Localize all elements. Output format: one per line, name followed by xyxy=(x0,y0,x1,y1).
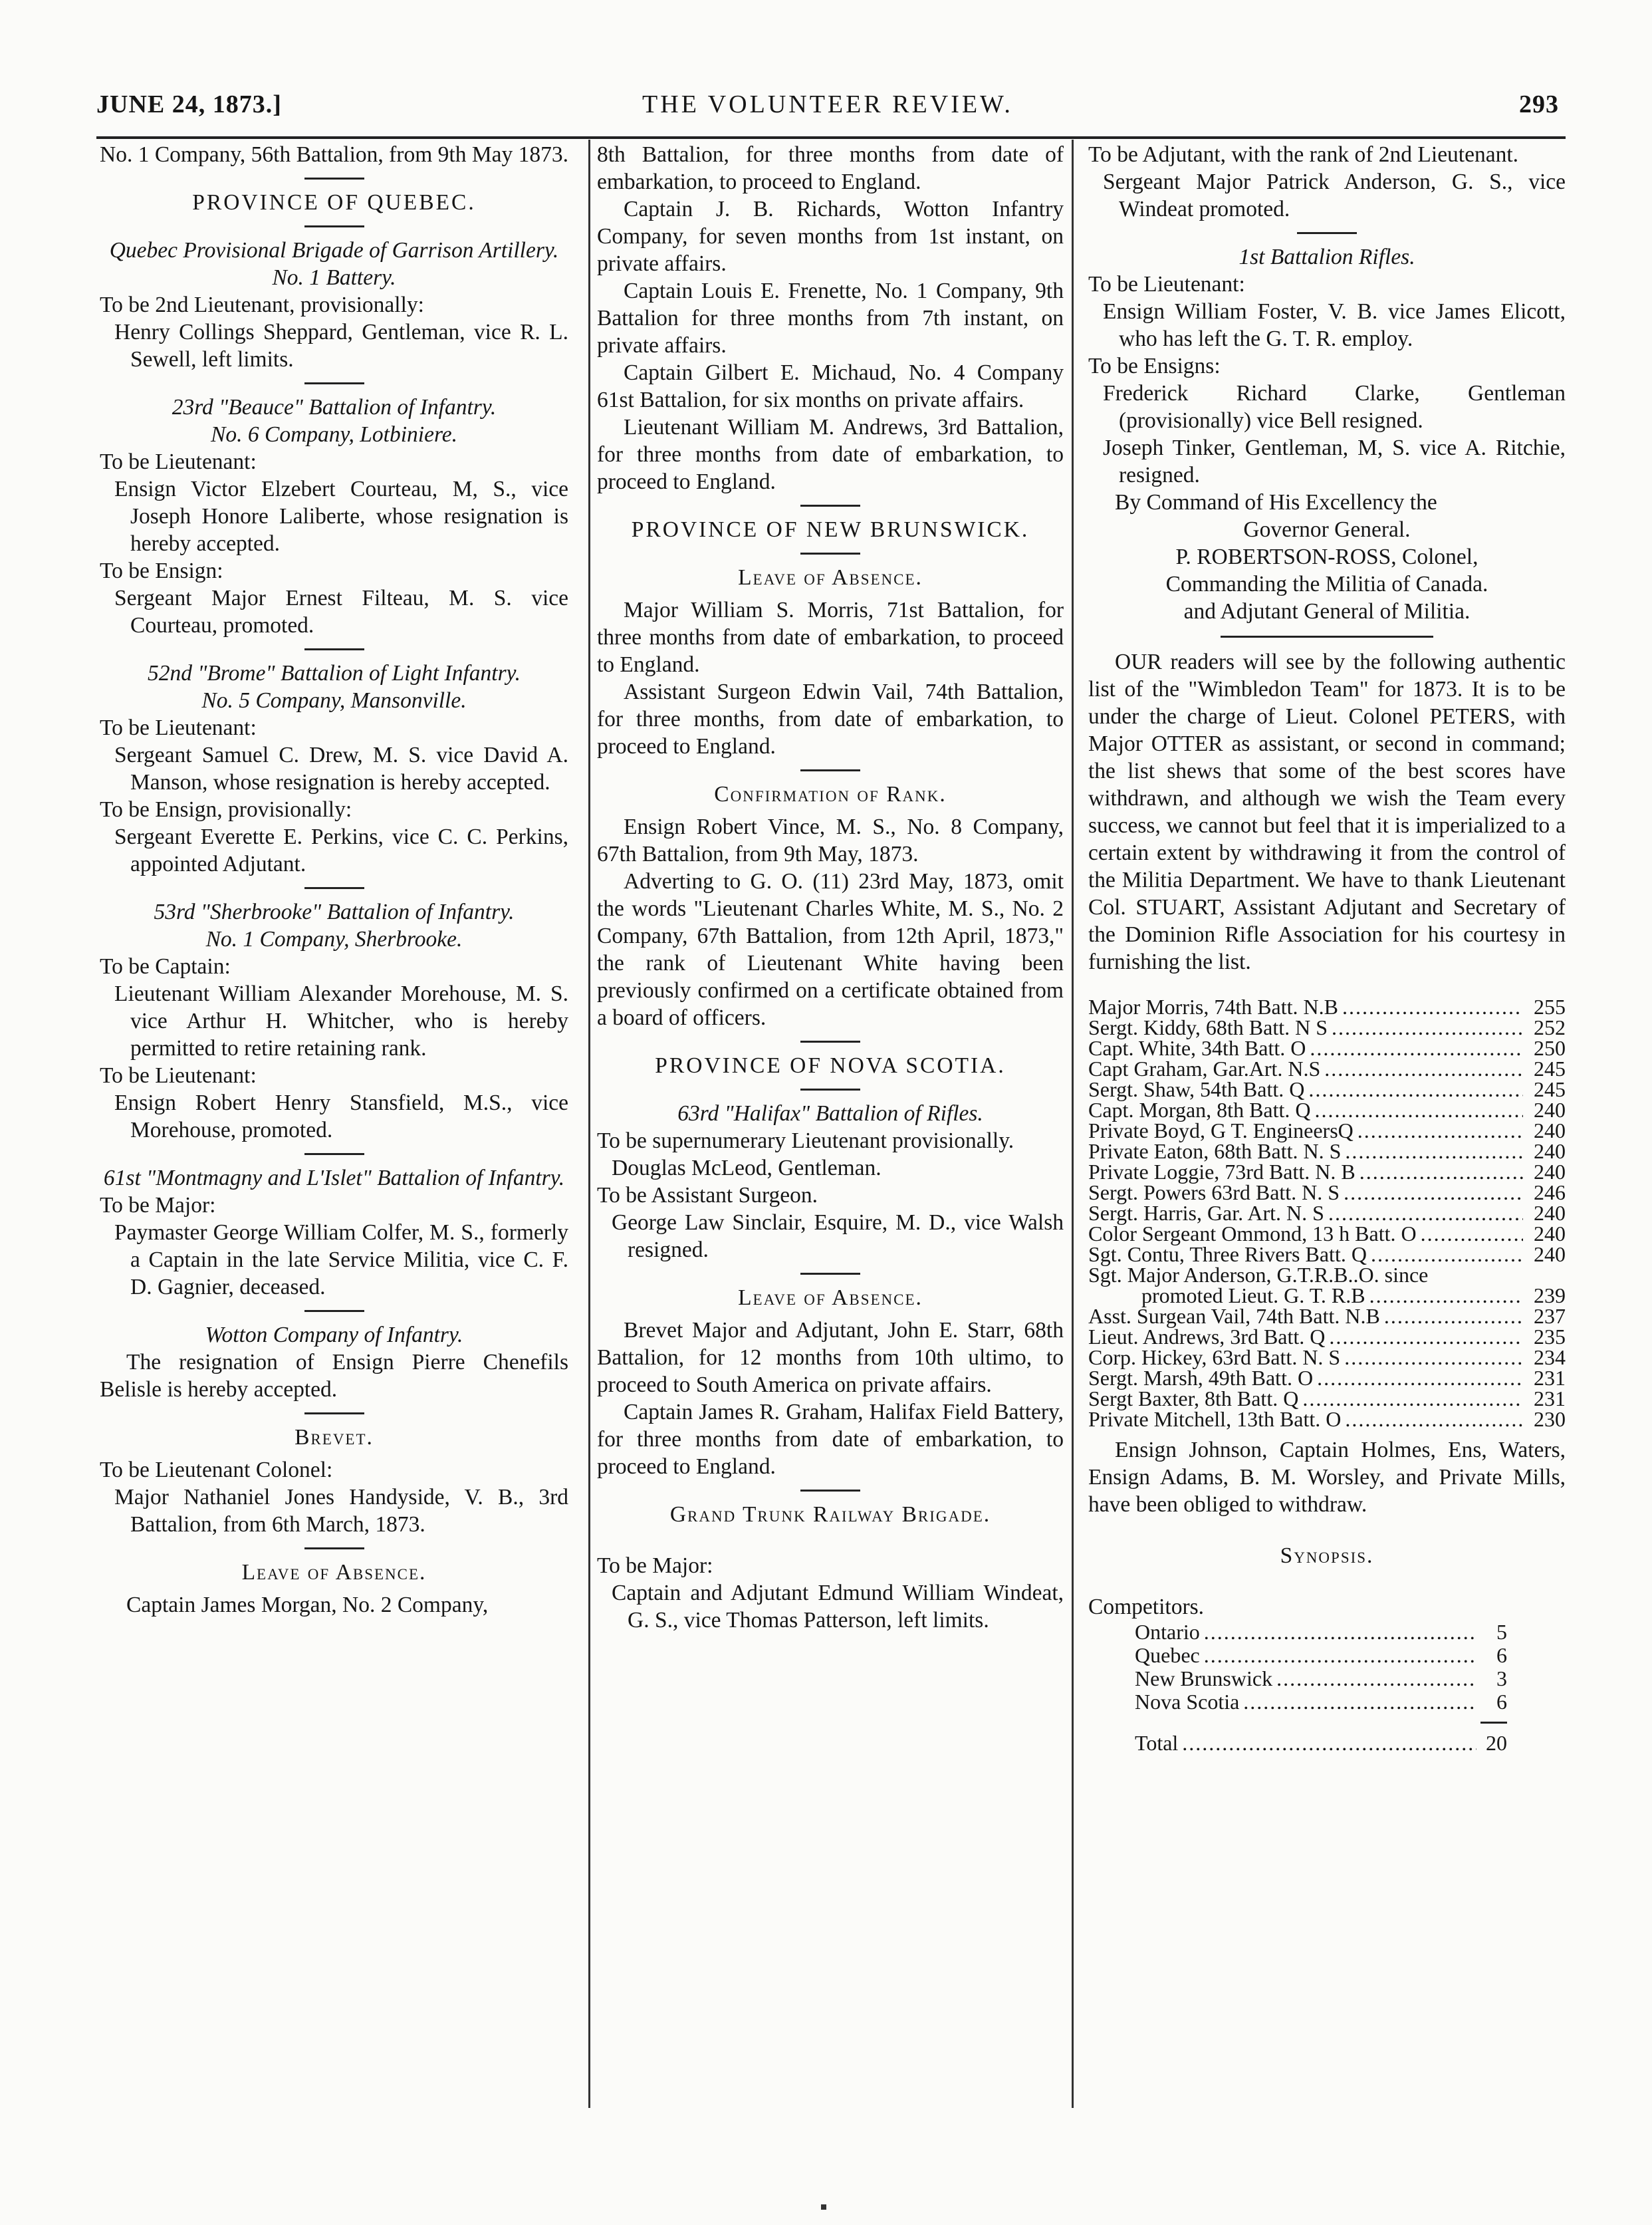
unit-heading: 1st Battalion Rifles. xyxy=(1239,245,1415,269)
leader-dots xyxy=(1332,1017,1523,1038)
score-row xyxy=(1088,1409,1566,1430)
section-rule xyxy=(304,178,364,180)
score-row xyxy=(1088,997,1566,1017)
score-name: Corp. Hickey, 63rd Batt. N. S xyxy=(1088,1345,1341,1369)
signature-line: and Adjutant General of Militia. xyxy=(1183,599,1471,624)
leader-dots xyxy=(1359,1162,1523,1182)
issue-date: JUNE 24, 1873.] xyxy=(96,90,282,118)
paragraph: Captain J. B. Richards, Wotton Infantry Company, for seven months from 1st instant, on private affairs. xyxy=(597,197,1064,276)
spacer xyxy=(1088,1518,1566,1537)
paragraph: To be Ensign, provisionally: xyxy=(100,797,352,822)
spacer xyxy=(1088,1575,1566,1593)
paragraph: By Command of His Excellency the xyxy=(1115,490,1437,515)
leader-dots xyxy=(1369,1285,1523,1306)
score-name: Sergt. Harris, Gar. Art. N. S xyxy=(1088,1201,1324,1225)
synopsis-row xyxy=(1135,1667,1507,1690)
appointment-entry: Sergeant Major Ernest Filteau, M. S. vice Courteau, promoted. xyxy=(114,586,568,638)
unit-heading: 23rd "Beauce" Battalion of Infantry. xyxy=(172,395,497,420)
score-name: Color Sergeant Ommond, 13 h Batt. O xyxy=(1088,1222,1417,1245)
subsection-heading: Leave of Absence. xyxy=(738,565,923,590)
score-value: 245 xyxy=(1534,1077,1566,1101)
section-rule xyxy=(304,1412,364,1414)
score-value: 239 xyxy=(1534,1283,1566,1307)
appointment-entry: Joseph Tinker, Gentleman, M, S. vice A. Ritchie, resigned. xyxy=(1103,436,1566,487)
leader-dots xyxy=(1315,1100,1524,1120)
score-row xyxy=(1088,1244,1566,1265)
leader-dots xyxy=(1317,1368,1523,1388)
print-mark xyxy=(821,2204,826,2210)
score-value: 240 xyxy=(1534,1118,1566,1142)
unit-heading: 53rd "Sherbrooke" Battalion of Infantry. xyxy=(154,900,515,924)
province-name: Nova Scotia xyxy=(1135,1690,1240,1714)
score-row xyxy=(1088,1368,1566,1388)
column-3 xyxy=(1080,141,1566,2109)
paragraph: To be Ensign: xyxy=(100,559,223,583)
paragraph: To be 2nd Lieutenant, provisionally: xyxy=(100,293,424,317)
section-rule xyxy=(1297,232,1357,234)
score-name: Major Morris, 74th Batt. N.B xyxy=(1088,995,1338,1019)
total-count: 20 xyxy=(1486,1731,1507,1755)
subsection-heading: Confirmation of Rank. xyxy=(714,782,947,807)
score-name: Sgt. Contu, Three Rivers Batt. Q xyxy=(1088,1242,1367,1266)
score-row xyxy=(1088,1079,1566,1100)
paragraph: To be Captain: xyxy=(100,954,231,979)
appointment-entry: Sergeant Everette E. Perkins, vice C. C. Perkins, appointed Adjutant. xyxy=(114,825,568,876)
leader-dots xyxy=(1345,1141,1523,1162)
paragraph: To be Adjutant, with the rank of 2nd Lieutenant. xyxy=(1088,142,1519,167)
score-name: Private Boyd, G T. EngineersQ xyxy=(1088,1118,1354,1142)
score-name: Sgt. Major Anderson, G.T.R.B..O. since xyxy=(1088,1263,1429,1287)
paragraph: To be Assistant Surgeon. xyxy=(597,1183,818,1208)
appointment-entry: Frederick Richard Clarke, Gentleman (provisionally) vice Bell resigned. xyxy=(1103,381,1566,433)
section-rule xyxy=(304,382,364,384)
score-name: Sergt. Powers 63rd Batt. N. S xyxy=(1088,1180,1340,1204)
leader-dots xyxy=(1421,1224,1523,1244)
subsection-heading: Leave of Absence. xyxy=(241,1560,427,1585)
score-row xyxy=(1088,1327,1566,1347)
score-row xyxy=(1088,1306,1566,1327)
leader-dots xyxy=(1182,1732,1476,1755)
score-name: Private Loggie, 73rd Batt. N. B xyxy=(1088,1160,1356,1184)
column-1 xyxy=(100,141,582,2109)
unit-heading: No. 5 Company, Mansonville. xyxy=(201,688,467,713)
leader-dots xyxy=(1357,1120,1523,1141)
paragraph: To be Ensigns: xyxy=(1088,354,1221,378)
leader-dots xyxy=(1384,1306,1523,1327)
unit-heading: 63rd "Halifax" Battalion of Rifles. xyxy=(677,1101,983,1126)
unit-heading: 61st "Montmagny and L'Islet" Battalion of Infantry. xyxy=(103,1166,565,1190)
score-value: 240 xyxy=(1534,1160,1566,1184)
leader-dots xyxy=(1243,1690,1476,1714)
section-rule xyxy=(304,225,364,227)
score-value: 240 xyxy=(1534,1098,1566,1122)
paragraph: Major William S. Morris, 71st Battalion, for three months from date of embarkation, to proceed to England. xyxy=(597,598,1064,677)
score-value: 230 xyxy=(1534,1407,1566,1431)
synopsis-column-heading: Competitors. xyxy=(1088,1595,1205,1619)
score-name: Capt Graham, Gar.Art. N.S xyxy=(1088,1057,1321,1081)
synopsis-row xyxy=(1135,1690,1507,1714)
spacer xyxy=(597,1533,1064,1552)
section-rule xyxy=(800,1490,860,1492)
appointment-entry: Douglas McLeod, Gentleman. xyxy=(612,1156,882,1180)
paragraph: To be Lieutenant: xyxy=(1088,272,1245,297)
score-row xyxy=(1088,1203,1566,1224)
score-name: Capt. Morgan, 8th Batt. Q xyxy=(1088,1098,1311,1122)
paragraph: To be supernumerary Lieutenant provisionally. xyxy=(597,1128,1014,1153)
appointment-entry: Lieutenant William Alexander Morehouse, M. S. vice Arthur H. Whitcher, who is hereby permitted to retire retaining rank. xyxy=(114,982,568,1061)
competitor-count: 3 xyxy=(1496,1666,1507,1690)
paragraph: To be Lieutenant Colonel: xyxy=(100,1458,333,1482)
paragraph: To be Major: xyxy=(100,1193,216,1218)
page-number: 293 xyxy=(1519,90,1559,118)
leader-dots xyxy=(1345,1409,1523,1430)
publication-title: THE VOLUNTEER REVIEW. xyxy=(642,90,1013,118)
column-divider xyxy=(1072,140,1074,2108)
score-name: Sergt Baxter, 8th Batt. Q xyxy=(1088,1386,1299,1410)
score-row xyxy=(1088,1017,1566,1038)
paragraph: Lieutenant William M. Andrews, 3rd Battalion, for three months from date of embarkation, to proceed to England. xyxy=(597,415,1064,494)
paragraph: To be Lieutenant: xyxy=(100,450,257,474)
score-value: 237 xyxy=(1534,1304,1566,1328)
score-row xyxy=(1088,1162,1566,1182)
leader-dots xyxy=(1329,1327,1523,1347)
leader-dots xyxy=(1276,1667,1476,1690)
total-label: Total xyxy=(1135,1731,1179,1755)
appointment-entry: Major Nathaniel Jones Handyside, V. B., 3rd Battalion, from 6th March, 1873. xyxy=(114,1485,568,1537)
score-value: 231 xyxy=(1534,1366,1566,1390)
paragraph: Ensign Robert Vince, M. S., No. 8 Company, 67th Battalion, from 9th May, 1873. xyxy=(597,815,1064,866)
score-name: Capt. White, 34th Batt. O xyxy=(1088,1036,1306,1060)
unit-heading: Wotton Company of Infantry. xyxy=(205,1323,463,1347)
appointment-entry: Ensign William Foster, V. B. vice James Elicott, who has left the G. T. R. employ. xyxy=(1103,299,1566,351)
score-value: 235 xyxy=(1534,1325,1566,1349)
appointment-entry: Henry Collings Sheppard, Gentleman, vice R. L. Sewell, left limits. xyxy=(114,320,568,372)
leader-dots xyxy=(1344,1182,1523,1203)
section-rule xyxy=(800,505,860,507)
leader-dots xyxy=(1204,1621,1476,1644)
signature-line: Governor General. xyxy=(1243,517,1411,542)
leader-dots xyxy=(1344,1347,1523,1368)
appointment-entry: Captain and Adjutant Edmund William Windeat, G. S., vice Thomas Patterson, left limits. xyxy=(612,1581,1064,1633)
column-2 xyxy=(578,141,1064,2109)
paragraph: 8th Battalion, for three months from date of embarkation, to proceed to England. xyxy=(597,142,1064,194)
section-rule xyxy=(304,887,364,889)
score-row xyxy=(1088,1388,1566,1409)
leader-dots xyxy=(1204,1644,1476,1667)
section-rule xyxy=(800,769,860,771)
leader-dots xyxy=(1310,1038,1523,1059)
leader-dots xyxy=(1328,1203,1523,1224)
score-list xyxy=(1088,997,1566,1430)
score-name: Sergt. Shaw, 54th Batt. Q xyxy=(1088,1077,1305,1101)
score-row xyxy=(1088,1059,1566,1079)
synopsis-row xyxy=(1135,1644,1507,1667)
score-name: promoted Lieut. G. T. R.B xyxy=(1141,1283,1365,1307)
score-value: 246 xyxy=(1534,1180,1566,1204)
section-rule xyxy=(800,553,860,555)
running-head xyxy=(96,90,1559,130)
score-value: 245 xyxy=(1534,1057,1566,1081)
province-name: New Brunswick xyxy=(1135,1666,1273,1690)
unit-heading: No. 6 Company, Lotbiniere. xyxy=(211,422,457,447)
paragraph: To be Lieutenant: xyxy=(100,1063,257,1088)
appointment-entry: Sergeant Major Patrick Anderson, G. S., vice Windeat promoted. xyxy=(1103,170,1566,221)
score-value: 240 xyxy=(1534,1139,1566,1163)
paragraph: Captain Louis E. Frenette, No. 1 Company, 9th Battalion for three months from 7th instant, on private affairs. xyxy=(597,279,1064,358)
header-rule xyxy=(96,136,1566,139)
unit-heading: No. 1 Company, Sherbrooke. xyxy=(205,927,463,952)
appointment-entry: Paymaster George William Colfer, M. S., formerly a Captain in the late Service Militia, vice C. F. D. Gagnier, deceased. xyxy=(114,1220,568,1299)
competitor-count: 6 xyxy=(1496,1690,1507,1714)
score-value: 255 xyxy=(1534,995,1566,1019)
synopsis-total xyxy=(1135,1732,1507,1755)
subsection-heading: Synopsis. xyxy=(1280,1543,1374,1568)
section-rule xyxy=(800,1089,860,1091)
paragraph: Captain James Morgan, No. 2 Company, xyxy=(126,1593,489,1617)
score-name: Private Eaton, 68th Batt. N. S xyxy=(1088,1139,1342,1163)
score-value: 231 xyxy=(1534,1386,1566,1410)
synopsis-table xyxy=(1088,1621,1566,1714)
paragraph: OUR readers will see by the following authentic list of the "Wimbledon Team" for 1873. It is to be under the charge of Lieut. Colonel PETERS, with Major OTTER as assistant, or second in command; the list shews that some of the best scores have withdrawn, and although we wish the Team every success, we cannot but feel that it is imperialized to a certain extent by withdrawing it from the control of the Militia Department. We have to thank Lieutenant Col. STUART, Assistant Adjutant and Secretary of the Dominion Rifle Association for his courtesy in furnishing the list. xyxy=(1088,650,1566,974)
score-row xyxy=(1088,1285,1566,1306)
paragraph: Brevet Major and Adjutant, John E. Starr, 68th Battalion, for 12 months from 10th ultimo, to proceed to South America on private affairs. xyxy=(597,1318,1064,1397)
signature-line: P. ROBERTSON-ROSS, Colonel, xyxy=(1175,545,1478,569)
section-rule xyxy=(800,1041,860,1043)
paragraph: Captain Gilbert E. Michaud, No. 4 Company 61st Battalion, for six months on private affairs. xyxy=(597,360,1064,412)
score-value: 252 xyxy=(1534,1015,1566,1039)
subsection-heading: Brevet. xyxy=(295,1425,374,1450)
score-row xyxy=(1088,1265,1566,1285)
score-row xyxy=(1088,1100,1566,1120)
paragraph: Captain James R. Graham, Halifax Field Battery, for three months from date of embarkation, to proceed to England. xyxy=(597,1400,1064,1479)
unit-heading: No. 1 Battery. xyxy=(272,265,396,290)
section-rule xyxy=(304,1310,364,1312)
section-rule xyxy=(304,1547,364,1549)
score-name: Sergt. Marsh, 49th Batt. O xyxy=(1088,1366,1314,1390)
appointment-entry: Ensign Victor Elzebert Courteau, M, S., vice Joseph Honore Laliberte, whose resignation is hereby accepted. xyxy=(114,477,568,556)
competitor-count: 5 xyxy=(1496,1620,1507,1644)
province-heading: PROVINCE OF NEW BRUNSWICK. xyxy=(631,517,1030,542)
score-value: 240 xyxy=(1534,1242,1566,1266)
appointment-entry: Ensign Robert Henry Stansfield, M.S., vice Morehouse, promoted. xyxy=(114,1091,568,1142)
leader-dots xyxy=(1308,1079,1523,1100)
score-value: 250 xyxy=(1534,1036,1566,1060)
total-rule xyxy=(1480,1722,1507,1724)
score-row xyxy=(1088,1120,1566,1141)
spacer xyxy=(1088,976,1566,994)
province-name: Quebec xyxy=(1135,1643,1200,1667)
paragraph: Adverting to G. O. (11) 23rd May, 1873, omit the words "Lieutenant Charles White, M. S., No. 2 Company, 67th Battalion, from 12th April, 1873," the rank of Lieutenant White having been previously confirmed on a certificate obtained from a board of officers. xyxy=(597,869,1064,1030)
section-rule xyxy=(304,648,364,650)
score-row xyxy=(1088,1347,1566,1368)
score-row xyxy=(1088,1141,1566,1162)
province-heading: PROVINCE OF NOVA SCOTIA. xyxy=(655,1053,1006,1078)
paragraph: Assistant Surgeon Edwin Vail, 74th Battalion, for three months, from date of embarkation, to proceed to England. xyxy=(597,680,1064,759)
leader-dots xyxy=(1342,997,1523,1017)
score-name: Asst. Surgean Vail, 74th Batt. N.B xyxy=(1088,1304,1380,1328)
paragraph: To be Major: xyxy=(597,1553,713,1578)
signature-line: Commanding the Militia of Canada. xyxy=(1165,572,1488,596)
province-heading: PROVINCE OF QUEBEC. xyxy=(192,190,476,215)
appointment-entry: Sergeant Samuel C. Drew, M. S. vice David A. Manson, whose resignation is hereby accepted. xyxy=(114,743,568,795)
section-rule xyxy=(800,1273,860,1275)
score-row xyxy=(1088,1038,1566,1059)
synopsis-row xyxy=(1135,1621,1507,1644)
score-row xyxy=(1088,1224,1566,1244)
paragraph: The resignation of Ensign Pierre Chenefils Belisle is hereby accepted. xyxy=(100,1350,568,1402)
competitor-count: 6 xyxy=(1496,1643,1507,1667)
paragraph: No. 1 Company, 56th Battalion, from 9th May 1873. xyxy=(100,142,568,167)
score-value: 240 xyxy=(1534,1201,1566,1225)
subsection-heading: Grand Trunk Railway Brigade. xyxy=(669,1502,991,1527)
leader-dots xyxy=(1371,1244,1523,1265)
score-name: Sergt. Kiddy, 68th Batt. N S xyxy=(1088,1015,1328,1039)
score-value: 234 xyxy=(1534,1345,1566,1369)
score-name: Lieut. Andrews, 3rd Batt. Q xyxy=(1088,1325,1326,1349)
score-name: Private Mitchell, 13th Batt. O xyxy=(1088,1407,1342,1431)
score-row xyxy=(1088,1182,1566,1203)
province-name: Ontario xyxy=(1135,1620,1200,1644)
paragraph: To be Lieutenant: xyxy=(100,716,257,740)
score-value: 240 xyxy=(1534,1222,1566,1245)
unit-heading: Quebec Provisional Brigade of Garrison Artillery. xyxy=(109,238,559,263)
section-rule xyxy=(304,1153,364,1155)
leader-dots xyxy=(1324,1059,1523,1079)
leader-dots xyxy=(1302,1388,1523,1409)
appointment-entry: George Law Sinclair, Esquire, M. D., vice Walsh resigned. xyxy=(612,1210,1064,1262)
unit-heading: 52nd "Brome" Battalion of Light Infantry. xyxy=(147,661,521,686)
subsection-heading: Leave of Absence. xyxy=(738,1285,923,1310)
paragraph: Ensign Johnson, Captain Holmes, Ens, Waters, Ensign Adams, B. M. Worsley, and Private Mills, have been obliged to withdraw. xyxy=(1088,1438,1566,1517)
section-rule xyxy=(1221,636,1433,638)
